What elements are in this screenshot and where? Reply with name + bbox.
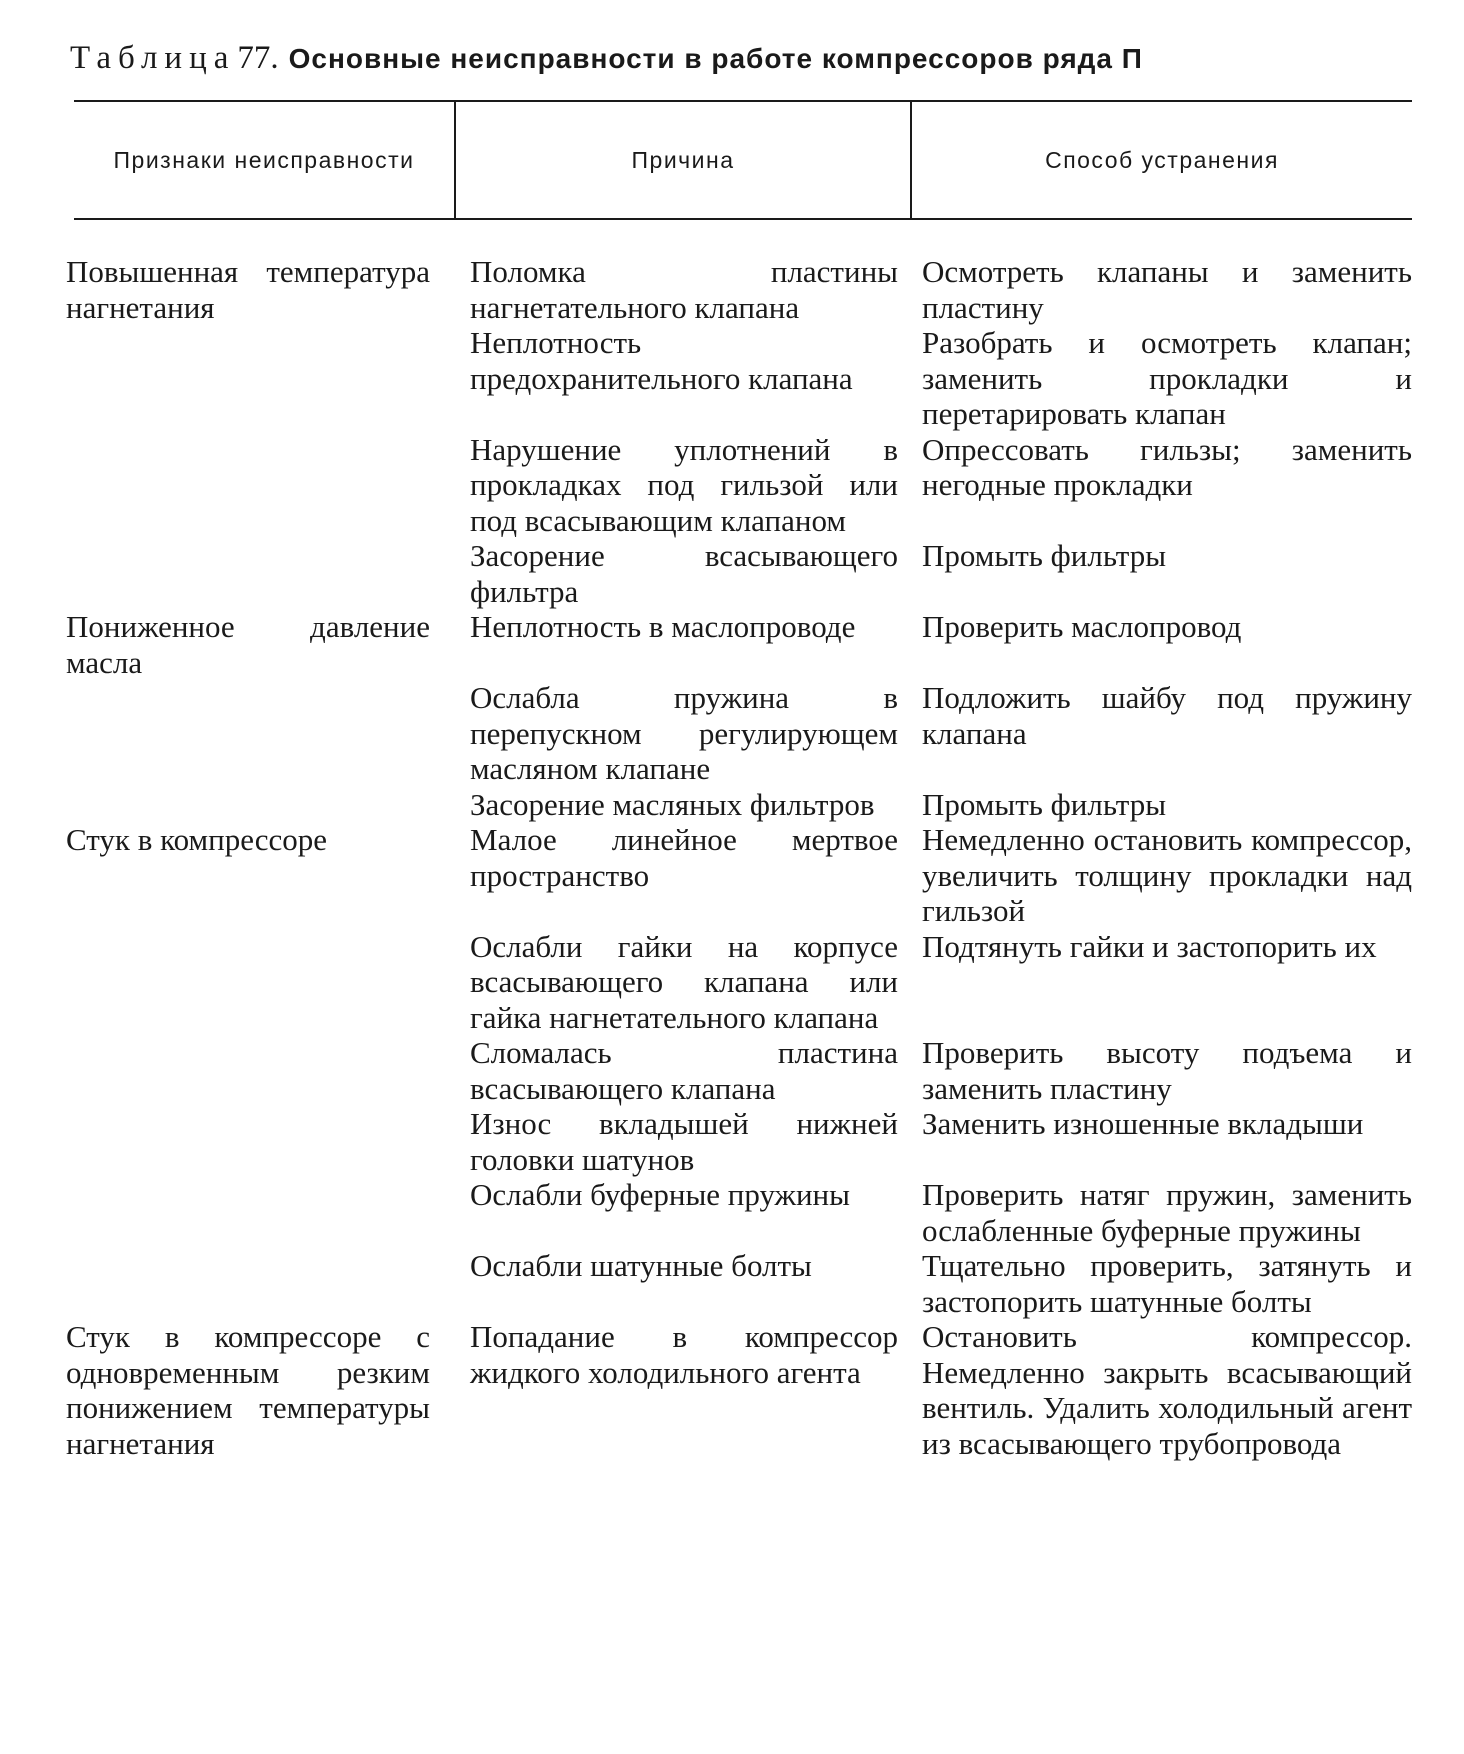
remedy-cell: Промыть фильтры — [922, 786, 1167, 822]
table-row — [62, 1319, 1412, 1461]
symptom-cell — [62, 929, 446, 1036]
remedy-cell: Опрессовать гильзы; заменить негодные прокладки — [922, 431, 1412, 502]
table-caption-label: Таблица — [70, 40, 236, 76]
header-remedy: Способ устранения — [1045, 147, 1279, 173]
symptom-cell: Пониженное давление масла — [66, 609, 430, 680]
remedy-cell: Тщательно проверить, затянуть и застопорить шатунные болты — [922, 1248, 1412, 1319]
table-row — [62, 929, 1412, 1036]
header-cause: Причина — [456, 102, 912, 218]
table-row — [62, 1177, 1412, 1248]
symptom-cell — [62, 680, 446, 787]
cause-cell: Ослабли буферные пружины — [470, 1177, 850, 1212]
table-row — [62, 1106, 1412, 1177]
cause-cell: Износ вкладышей нижней головки шатунов — [470, 1106, 898, 1177]
remedy-cell: Подтянуть гайки и застопорить их — [922, 928, 1377, 964]
table-row — [62, 325, 1412, 432]
symptom-cell — [62, 1106, 446, 1177]
symptom-cell — [62, 432, 446, 539]
table-caption — [70, 38, 1412, 79]
cause-cell: Малое линейное мертвое пространство — [470, 822, 898, 893]
table-header — [74, 100, 1412, 220]
remedy-cell: Заменить изношенные вкладыши — [922, 1106, 1364, 1141]
table-caption-number: 77. — [237, 40, 279, 76]
cause-cell: Попадание в компрессор жидкого холодильного агента — [470, 1319, 898, 1390]
cause-cell: Ослабли шатунные болты — [470, 1248, 812, 1283]
cause-cell: Неплотность в маслопроводе — [470, 609, 856, 644]
remedy-cell: Промыть фильтры — [922, 538, 1167, 573]
remedy-cell: Разобрать и осмотреть клапан; заменить прокладки и перетарировать клапан — [922, 325, 1412, 431]
symptom-cell — [62, 1248, 446, 1319]
table-row — [62, 822, 1412, 929]
cause-cell: Сломалась пластина всасывающего клапана — [470, 1035, 898, 1106]
table-row — [62, 254, 1412, 325]
symptom-cell: Повышенная температура нагнетания — [66, 254, 430, 325]
cause-cell: Ослабла пружина в перепускном регулирующем масляном клапане — [470, 680, 898, 786]
cause-cell: Засорение масляных фильтров — [470, 786, 875, 822]
symptom-cell: Стук в компрессоре с одновременным резким понижением температуры нагнетания — [66, 1319, 430, 1461]
table-caption-title: Основные неисправности в работе компрессоров ряда П — [288, 43, 1143, 74]
remedy-cell: Немедленно остановить компрессор, увеличить толщину прокладки над гильзой — [922, 822, 1412, 928]
table-row — [62, 609, 1412, 680]
cause-cell: Поломка пластины нагнетательного клапана — [470, 254, 898, 325]
cause-cell: Ослабли гайки на корпусе всасывающего клапана или гайка нагнетательного клапана — [470, 928, 898, 1035]
table-row — [62, 680, 1412, 787]
symptom-cell — [62, 1177, 446, 1248]
remedy-cell: Проверить высоту подъема и заменить пластину — [922, 1035, 1412, 1106]
header-symptom: Признаки неисправности — [74, 102, 456, 218]
symptom-cell — [62, 1035, 446, 1106]
remedy-cell: Проверить маслопровод — [922, 609, 1242, 644]
document-page — [62, 38, 1412, 1461]
table-body — [62, 254, 1412, 1461]
cause-cell: Неплотность предохранительного клапана — [470, 325, 853, 396]
cause-cell: Нарушение уплотнений в прокладках под гильзой или под всасывающим клапаном — [470, 431, 898, 538]
remedy-cell: Осмотреть клапаны и заменить пластину — [922, 254, 1412, 325]
symptom-cell — [62, 787, 446, 823]
cause-cell: Засорение всасывающего фильтра — [470, 538, 898, 609]
symptom-cell — [62, 538, 446, 609]
remedy-cell: Подложить шайбу под пружину клапана — [922, 680, 1412, 751]
table-row — [62, 538, 1412, 609]
table-row — [62, 787, 1412, 823]
table-row — [62, 1035, 1412, 1106]
remedy-cell: Остановить компрессор. Немедленно закрыть всасывающий вентиль. Удалить холодильный агент из всасывающего трубопровода — [922, 1319, 1412, 1461]
symptom-cell: Стук в компрессоре — [66, 822, 328, 857]
table-row — [62, 1248, 1412, 1319]
symptom-cell — [62, 325, 446, 432]
table-row — [62, 432, 1412, 539]
remedy-cell: Проверить натяг пружин, заменить ослабленные буферные пружины — [922, 1177, 1412, 1248]
